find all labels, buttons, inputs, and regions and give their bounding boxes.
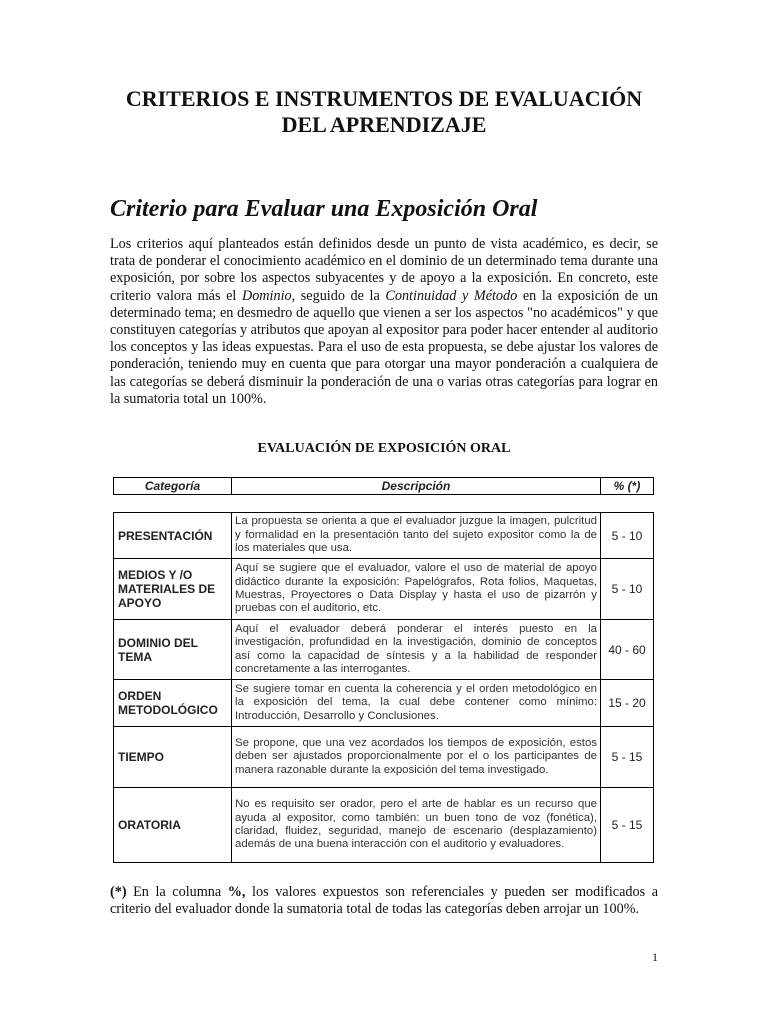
- table-row: [114, 788, 653, 862]
- row-description: La propuesta se orienta a que el evaluador juzgue la imagen, pulcritud y formalidad en la presentación tanto del sujeto expositor como la de los materiales que usa.: [232, 513, 601, 558]
- footnote-bold: %,: [227, 884, 246, 900]
- header-description: Descripción: [232, 478, 601, 494]
- intro-text-2: , seguido de la: [291, 287, 386, 304]
- row-category: TIEMPO: [114, 727, 232, 787]
- title-line-1: CRITERIOS E INSTRUMENTOS DE EVALUACIÓN: [125, 86, 643, 111]
- intro-emphasis-continuidad: Continuidad y Método: [385, 287, 518, 304]
- table-title: EVALUACIÓN DE EXPOSICIÓN ORAL: [257, 441, 511, 456]
- row-percent: 15 - 20: [608, 696, 646, 710]
- intro-text-3: en la exposición de un determinado tema; en desmedro de aquello que vienen a ser los aspectos "no académicos" y que constituyen categorías y atributos que apoyan al expositor para poder hacer entender al auditorio los conceptos y las ideas expuestas. Para el uso de esta propuesta, se debe ajustar los valores de ponderación, teniendo muy en cuenta que para otorgar una mayor ponderación a cualquiera de las categorías se deberá disminuir la ponderación de una o varias otras categorías para lograr en la sumatoria total un 100%.: [110, 287, 658, 407]
- footnote-mark: (*): [110, 884, 127, 900]
- intro-text-1: Los criterios aquí planteados están definidos desde un punto de vista académico, es decir, se trata de ponderar el conocimiento académico en el dominio de un determinado tema durante una exposición, por sobre los aspectos subyacentes y de apoyo a la exposición. En concreto, este criterio valora más el: [110, 236, 658, 304]
- row-category: DOMINIO DEL TEMA: [114, 620, 232, 679]
- table-row: [114, 513, 653, 559]
- header-percent: % (*): [613, 479, 641, 493]
- row-category: ORDEN METODOLÓGICO: [114, 680, 232, 726]
- row-percent: 5 - 15: [611, 818, 643, 832]
- title-line-2: DEL APRENDIZAJE: [281, 112, 487, 137]
- evaluation-table: [113, 512, 654, 863]
- footnote-text-2: los valores expuestos son referenciales y pueden ser modificados a criterio del evaluador donde la sumatoria total de todas las categorías deben arrojar un 100%.: [110, 884, 658, 918]
- row-percent: 5 - 15: [611, 750, 643, 764]
- footnote-text-1: En la columna: [126, 884, 228, 900]
- row-description: Aquí el evaluador deberá ponderar el interés puesto en la investigación, profundidad en la investigación, dominio de conceptos así como la capacidad de síntesis y a la habilidad de responder concretamente a las interrogantes.: [232, 620, 601, 679]
- row-category: PRESENTACIÓN: [114, 513, 232, 558]
- table-row: [114, 620, 653, 680]
- intro-emphasis-dominio: Dominio: [241, 287, 292, 304]
- section-subtitle: Criterio para Evaluar una Exposición Oral: [110, 196, 538, 222]
- table-row: [114, 559, 653, 620]
- row-percent: 40 - 60: [608, 642, 646, 657]
- table-row: [114, 680, 653, 727]
- row-description: Se propone, que una vez acordados los tiempos de exposición, estos deben ser ajustados proporcionalmente por el o los participantes de manera razonable durante la exposición del tema investigado.: [232, 727, 601, 787]
- row-category: MEDIOS Y /O MATERIALES DE APOYO: [114, 559, 232, 619]
- footnote: [110, 884, 658, 918]
- row-description: Se sugiere tomar en cuenta la coherencia y el orden metodológico en la exposición del tema, la cual debe contener como mínimo: Introducción, Desarrollo y Conclusiones.: [232, 680, 601, 726]
- row-percent: 5 - 10: [611, 528, 643, 543]
- document-title: [60, 86, 708, 138]
- table-row: [114, 727, 653, 788]
- row-description: Aquí se sugiere que el evaluador, valore el uso de material de apoyo didáctico durante la exposición: Papelógrafos, Rota folios, Maquetas, Muestras, Proyectores o Data Display y hasta el uso de pizarrón y pruebas con el auditorio, etc.: [232, 559, 601, 619]
- table-header: [113, 477, 654, 495]
- row-description: No es requisito ser orador, pero el arte de hablar es un recurso que ayuda al expositor, como también: un buen tono de voz (fonética), claridad, fluidez, seguridad, manejo de escenario (desplazamiento) además de una buena interacción con el auditorio y evaluadores.: [232, 788, 601, 862]
- intro-paragraph: [110, 236, 658, 408]
- row-percent: 5 - 10: [611, 582, 643, 596]
- page-number: 1: [652, 950, 658, 964]
- header-category: Categoría: [114, 478, 232, 494]
- row-category: ORATORIA: [114, 788, 232, 862]
